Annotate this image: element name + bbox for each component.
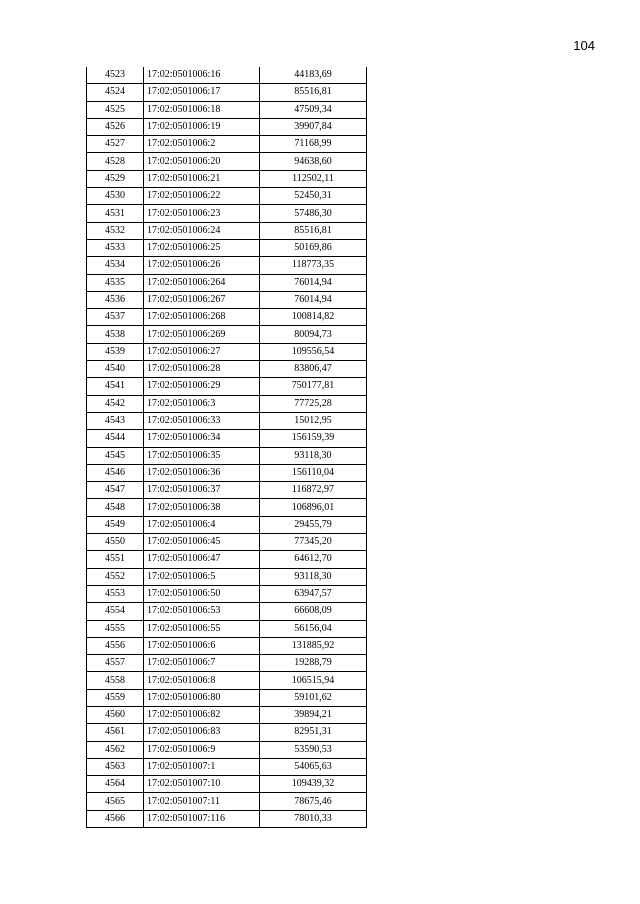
table-row <box>87 551 367 568</box>
value-cell: 80094,73 <box>260 326 367 343</box>
row-number-cell: 4539 <box>87 343 144 360</box>
value-cell: 52450,31 <box>260 188 367 205</box>
row-number-cell: 4523 <box>87 67 144 84</box>
cadastral-number-cell: 17:02:0501006:26 <box>144 257 260 274</box>
cadastral-number-cell: 17:02:0501006:35 <box>144 447 260 464</box>
table-body <box>87 67 367 828</box>
cadastral-number-cell: 17:02:0501006:8 <box>144 672 260 689</box>
table-row <box>87 776 367 793</box>
cadastral-number-cell: 17:02:0501006:18 <box>144 101 260 118</box>
value-cell: 50169,86 <box>260 239 367 256</box>
value-cell: 44183,69 <box>260 67 367 84</box>
value-cell: 83806,47 <box>260 361 367 378</box>
cadastral-number-cell: 17:02:0501006:83 <box>144 724 260 741</box>
table-row <box>87 482 367 499</box>
row-number-cell: 4537 <box>87 309 144 326</box>
row-number-cell: 4527 <box>87 136 144 153</box>
value-cell: 77725,28 <box>260 395 367 412</box>
row-number-cell: 4551 <box>87 551 144 568</box>
cadastral-number-cell: 17:02:0501006:17 <box>144 84 260 101</box>
cadastral-value-table <box>86 67 367 828</box>
row-number-cell: 4549 <box>87 516 144 533</box>
value-cell: 82951,31 <box>260 724 367 741</box>
cadastral-number-cell: 17:02:0501006:16 <box>144 67 260 84</box>
row-number-cell: 4550 <box>87 534 144 551</box>
cadastral-number-cell: 17:02:0501006:80 <box>144 689 260 706</box>
cadastral-number-cell: 17:02:0501006:3 <box>144 395 260 412</box>
value-cell: 109556,54 <box>260 343 367 360</box>
row-number-cell: 4547 <box>87 482 144 499</box>
table-row <box>87 793 367 810</box>
cadastral-number-cell: 17:02:0501006:29 <box>144 378 260 395</box>
table-row <box>87 343 367 360</box>
row-number-cell: 4546 <box>87 464 144 481</box>
cadastral-number-cell: 17:02:0501006:25 <box>144 239 260 256</box>
value-cell: 93118,30 <box>260 447 367 464</box>
row-number-cell: 4542 <box>87 395 144 412</box>
cadastral-number-cell: 17:02:0501006:27 <box>144 343 260 360</box>
value-cell: 750177,81 <box>260 378 367 395</box>
row-number-cell: 4559 <box>87 689 144 706</box>
cadastral-number-cell: 17:02:0501006:36 <box>144 464 260 481</box>
table-row <box>87 274 367 291</box>
cadastral-number-cell: 17:02:0501006:33 <box>144 412 260 429</box>
row-number-cell: 4561 <box>87 724 144 741</box>
cadastral-number-cell: 17:02:0501006:34 <box>144 430 260 447</box>
cadastral-number-cell: 17:02:0501006:24 <box>144 222 260 239</box>
table-row <box>87 810 367 827</box>
value-cell: 19288,79 <box>260 655 367 672</box>
table-row <box>87 672 367 689</box>
cadastral-number-cell: 17:02:0501007:1 <box>144 758 260 775</box>
value-cell: 76014,94 <box>260 274 367 291</box>
cadastral-number-cell: 17:02:0501006:47 <box>144 551 260 568</box>
cadastral-number-cell: 17:02:0501006:21 <box>144 170 260 187</box>
cadastral-number-cell: 17:02:0501006:23 <box>144 205 260 222</box>
row-number-cell: 4532 <box>87 222 144 239</box>
cadastral-number-cell: 17:02:0501006:19 <box>144 118 260 135</box>
value-cell: 156110,04 <box>260 464 367 481</box>
table-row <box>87 170 367 187</box>
table-row <box>87 464 367 481</box>
table-row <box>87 239 367 256</box>
cadastral-number-cell: 17:02:0501006:38 <box>144 499 260 516</box>
cadastral-number-cell: 17:02:0501006:4 <box>144 516 260 533</box>
table-row <box>87 153 367 170</box>
value-cell: 100814,82 <box>260 309 367 326</box>
cadastral-number-cell: 17:02:0501006:2 <box>144 136 260 153</box>
row-number-cell: 4560 <box>87 706 144 723</box>
row-number-cell: 4534 <box>87 257 144 274</box>
table-row <box>87 585 367 602</box>
row-number-cell: 4543 <box>87 412 144 429</box>
cadastral-number-cell: 17:02:0501006:269 <box>144 326 260 343</box>
value-cell: 94638,60 <box>260 153 367 170</box>
value-cell: 15012,95 <box>260 412 367 429</box>
table-row <box>87 326 367 343</box>
cadastral-number-cell: 17:02:0501006:7 <box>144 655 260 672</box>
table-row <box>87 67 367 84</box>
row-number-cell: 4528 <box>87 153 144 170</box>
value-cell: 106896,01 <box>260 499 367 516</box>
value-cell: 78010,33 <box>260 810 367 827</box>
table-row <box>87 655 367 672</box>
table-row <box>87 412 367 429</box>
cadastral-number-cell: 17:02:0501006:268 <box>144 309 260 326</box>
cadastral-number-cell: 17:02:0501006:45 <box>144 534 260 551</box>
row-number-cell: 4529 <box>87 170 144 187</box>
row-number-cell: 4524 <box>87 84 144 101</box>
table-row <box>87 603 367 620</box>
value-cell: 93118,30 <box>260 568 367 585</box>
value-cell: 156159,39 <box>260 430 367 447</box>
cadastral-number-cell: 17:02:0501006:20 <box>144 153 260 170</box>
value-cell: 39894,21 <box>260 706 367 723</box>
cadastral-number-cell: 17:02:0501006:53 <box>144 603 260 620</box>
table-row <box>87 689 367 706</box>
table-row <box>87 430 367 447</box>
table-row <box>87 291 367 308</box>
cadastral-number-cell: 17:02:0501006:9 <box>144 741 260 758</box>
table-row <box>87 568 367 585</box>
table-row <box>87 395 367 412</box>
value-cell: 56156,04 <box>260 620 367 637</box>
table-row <box>87 101 367 118</box>
table-row <box>87 205 367 222</box>
row-number-cell: 4566 <box>87 810 144 827</box>
table-row <box>87 447 367 464</box>
value-cell: 112502,11 <box>260 170 367 187</box>
value-cell: 131885,92 <box>260 637 367 654</box>
row-number-cell: 4554 <box>87 603 144 620</box>
cadastral-number-cell: 17:02:0501006:82 <box>144 706 260 723</box>
row-number-cell: 4535 <box>87 274 144 291</box>
cadastral-number-cell: 17:02:0501007:10 <box>144 776 260 793</box>
row-number-cell: 4526 <box>87 118 144 135</box>
table-row <box>87 84 367 101</box>
value-cell: 109439,32 <box>260 776 367 793</box>
row-number-cell: 4531 <box>87 205 144 222</box>
value-cell: 106515,94 <box>260 672 367 689</box>
table-row <box>87 534 367 551</box>
cadastral-number-cell: 17:02:0501006:55 <box>144 620 260 637</box>
row-number-cell: 4556 <box>87 637 144 654</box>
value-cell: 59101,62 <box>260 689 367 706</box>
cadastral-number-cell: 17:02:0501007:116 <box>144 810 260 827</box>
table-row <box>87 741 367 758</box>
cadastral-number-cell: 17:02:0501006:28 <box>144 361 260 378</box>
cadastral-number-cell: 17:02:0501006:6 <box>144 637 260 654</box>
table-row <box>87 724 367 741</box>
value-cell: 118773,35 <box>260 257 367 274</box>
row-number-cell: 4544 <box>87 430 144 447</box>
table-row <box>87 637 367 654</box>
table-row <box>87 118 367 135</box>
table-row <box>87 188 367 205</box>
cadastral-number-cell: 17:02:0501006:22 <box>144 188 260 205</box>
page-number: 104 <box>573 38 595 53</box>
value-cell: 47509,34 <box>260 101 367 118</box>
table-row <box>87 499 367 516</box>
value-cell: 54065,63 <box>260 758 367 775</box>
value-cell: 78675,46 <box>260 793 367 810</box>
row-number-cell: 4555 <box>87 620 144 637</box>
cadastral-number-cell: 17:02:0501006:264 <box>144 274 260 291</box>
cadastral-number-cell: 17:02:0501006:5 <box>144 568 260 585</box>
value-cell: 39907,84 <box>260 118 367 135</box>
cadastral-number-cell: 17:02:0501006:267 <box>144 291 260 308</box>
table-row <box>87 758 367 775</box>
value-cell: 57486,30 <box>260 205 367 222</box>
row-number-cell: 4558 <box>87 672 144 689</box>
value-cell: 76014,94 <box>260 291 367 308</box>
row-number-cell: 4552 <box>87 568 144 585</box>
value-cell: 77345,20 <box>260 534 367 551</box>
table-row <box>87 257 367 274</box>
row-number-cell: 4557 <box>87 655 144 672</box>
table-row <box>87 706 367 723</box>
row-number-cell: 4545 <box>87 447 144 464</box>
row-number-cell: 4565 <box>87 793 144 810</box>
table-row <box>87 136 367 153</box>
value-cell: 116872,97 <box>260 482 367 499</box>
table-row <box>87 516 367 533</box>
row-number-cell: 4562 <box>87 741 144 758</box>
row-number-cell: 4541 <box>87 378 144 395</box>
row-number-cell: 4553 <box>87 585 144 602</box>
value-cell: 63947,57 <box>260 585 367 602</box>
value-cell: 85516,81 <box>260 222 367 239</box>
cadastral-number-cell: 17:02:0501007:11 <box>144 793 260 810</box>
row-number-cell: 4536 <box>87 291 144 308</box>
row-number-cell: 4525 <box>87 101 144 118</box>
row-number-cell: 4538 <box>87 326 144 343</box>
value-cell: 71168,99 <box>260 136 367 153</box>
cadastral-number-cell: 17:02:0501006:50 <box>144 585 260 602</box>
value-cell: 29455,79 <box>260 516 367 533</box>
row-number-cell: 4564 <box>87 776 144 793</box>
row-number-cell: 4533 <box>87 239 144 256</box>
value-cell: 64612,70 <box>260 551 367 568</box>
row-number-cell: 4563 <box>87 758 144 775</box>
table-row <box>87 222 367 239</box>
value-cell: 53590,53 <box>260 741 367 758</box>
table-row <box>87 378 367 395</box>
row-number-cell: 4530 <box>87 188 144 205</box>
table-row <box>87 620 367 637</box>
row-number-cell: 4548 <box>87 499 144 516</box>
value-cell: 66608,09 <box>260 603 367 620</box>
table-row <box>87 309 367 326</box>
table-row <box>87 361 367 378</box>
cadastral-number-cell: 17:02:0501006:37 <box>144 482 260 499</box>
row-number-cell: 4540 <box>87 361 144 378</box>
value-cell: 85516,81 <box>260 84 367 101</box>
